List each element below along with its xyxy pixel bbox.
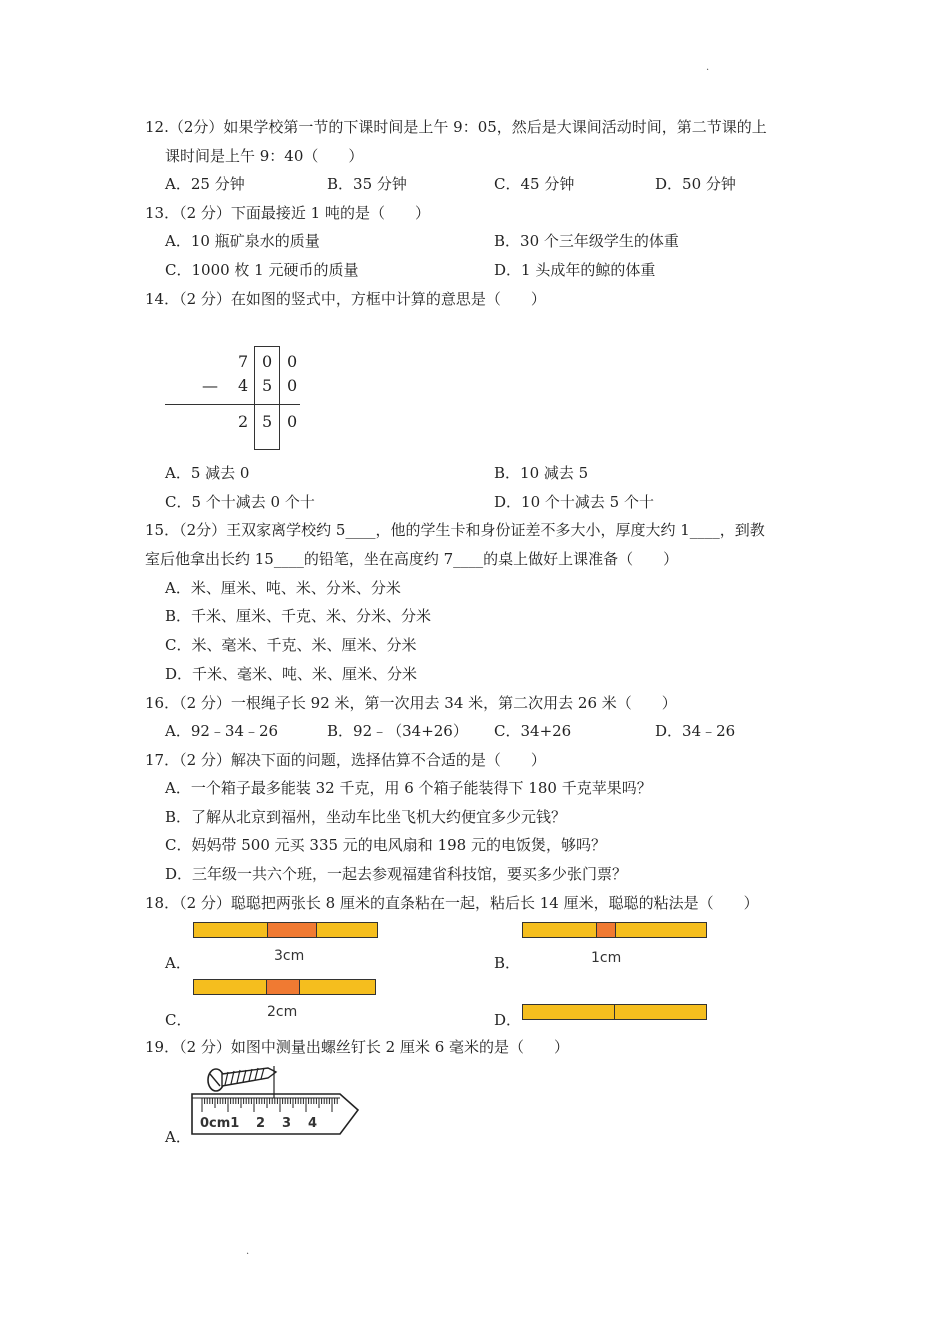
q15-option-c[interactable]: C．米、毫米、千克、米、厘米、分米 — [165, 636, 417, 654]
q17-stem: 17．（2 分）解决下面的问题，选择估算不合适的是（ ） — [145, 751, 546, 769]
ruler-label-0cm1: 0cm1 — [200, 1116, 240, 1131]
q16-option-d[interactable]: D．34﹣26 — [655, 722, 736, 740]
subtrahend-hundreds: 4 — [238, 376, 249, 395]
q14-option-b[interactable]: B．10 减去 5 — [494, 464, 589, 482]
difference-hundreds: 2 — [238, 412, 249, 431]
subtrahend-tens: 5 — [262, 376, 273, 395]
q17-option-a[interactable]: A．一个箱子最多能装 32 千克，用 6 个箱子能装得下 180 千克苹果吗？ — [165, 779, 652, 797]
q15-option-d[interactable]: D．千米、毫米、吨、米、厘米、分米 — [165, 665, 418, 683]
q12-option-c[interactable]: C．45 分钟 — [494, 175, 575, 193]
subtrahend-ones: 0 — [287, 376, 298, 395]
overlap-length-label: 3cm — [274, 948, 305, 964]
q16-option-a[interactable]: A．92﹣34﹣26 — [165, 722, 279, 740]
q17-option-c[interactable]: C．妈妈带 500 元买 335 元的电风扇和 198 元的电饭煲，够吗？ — [165, 836, 606, 854]
minuend-ones: 0 — [287, 352, 298, 371]
overlap-segment — [596, 922, 616, 938]
overlap-segment — [266, 979, 300, 995]
q15-stem-cont: 室后他拿出长约 15____的铅笔，坐在高度约 7____的桌上做好上课准备（ ） — [145, 550, 679, 568]
q18-option-b-label[interactable]: B． — [494, 954, 521, 972]
q15-option-a[interactable]: A．米、厘米、吨、米、分米、分米 — [165, 579, 401, 597]
strip-joint — [614, 1004, 615, 1020]
q13-option-d[interactable]: D．1 头成年的鲸的体重 — [494, 261, 656, 279]
q15-option-b[interactable]: B．千米、厘米、千克、米、分米、分米 — [165, 607, 432, 625]
q12-stem: 12.（2分）如果学校第一节的下课时间是上午 9：05，然后是大课间活动时间，第二节课的上 — [145, 118, 767, 136]
minus-sign: — — [202, 376, 218, 395]
page-bottom-mark: . — [246, 1246, 250, 1257]
q13-stem: 13．（2 分）下面最接近 1 吨的是（ ） — [145, 204, 430, 222]
q18-option-d-label[interactable]: D． — [494, 1011, 522, 1029]
ruler-label-4: 4 — [308, 1116, 318, 1131]
q12-option-d[interactable]: D．50 分钟 — [655, 175, 736, 193]
page-top-mark: . — [706, 62, 710, 73]
q17-option-b[interactable]: B．了解从北京到福州，坐动车比坐飞机大约便宜多少元钱？ — [165, 808, 567, 826]
q16-stem: 16．（2 分）一根绳子长 92 米，第一次用去 34 米，第二次用去 26 米（ ） — [145, 694, 677, 712]
q14-option-d[interactable]: D．10 个十减去 5 个十 — [494, 493, 654, 511]
q16-option-b[interactable]: B．92﹣（34+26） — [327, 722, 468, 740]
overlap-length-label: 1cm — [591, 950, 622, 966]
q18-stem: 18．（2 分）聪聪把两张长 8 厘米的直条粘在一起，粘后长 14 厘米，聪聪的粘法是（ ） — [145, 894, 759, 912]
q13-option-a[interactable]: A．10 瓶矿泉水的质量 — [165, 232, 320, 250]
q12-stem-cont: 课时间是上午 9：40（ ） — [165, 147, 364, 165]
q13-option-b[interactable]: B．30 个三年级学生的体重 — [494, 232, 679, 250]
q19-option-a-figure[interactable] — [190, 1062, 365, 1142]
q15-stem: 15．（2分）王双家离学校约 5____，他的学生卡和身份证差不多大小，厚度大约 1____，到教 — [145, 521, 765, 539]
ruler-label-3: 3 — [282, 1116, 292, 1131]
q16-option-c[interactable]: C．34+26 — [494, 722, 572, 740]
q18-option-c-label[interactable]: C． — [165, 1011, 192, 1029]
q18-option-a-label[interactable]: A． — [165, 954, 191, 972]
q17-option-d[interactable]: D．三年级一共六个班，一起去参观福建省科技馆，要买多少张门票？ — [165, 865, 628, 883]
overlap-length-label: 2cm — [267, 1004, 298, 1020]
q14-stem: 14．（2 分）在如图的竖式中，方框中计算的意思是（ ） — [145, 290, 546, 308]
q14-option-a[interactable]: A．5 减去 0 — [165, 464, 250, 482]
difference-tens: 5 — [262, 412, 273, 431]
minuend-tens: 0 — [262, 352, 273, 371]
tens-column-box — [254, 346, 280, 450]
q19-stem: 19．（2 分）如图中测量出螺丝钉长 2 厘米 6 毫米的是（ ） — [145, 1038, 570, 1056]
q13-option-c[interactable]: C．1000 枚 1 元硬币的质量 — [165, 261, 359, 279]
q19-option-a-label[interactable]: A． — [165, 1128, 191, 1146]
q12-option-b[interactable]: B．35 分钟 — [327, 175, 407, 193]
ruler-label-2: 2 — [256, 1116, 266, 1131]
q14-option-c[interactable]: C．5 个十减去 0 个十 — [165, 493, 315, 511]
minuend-hundreds: 7 — [238, 352, 249, 371]
q12-option-a[interactable]: A．25 分钟 — [165, 175, 245, 193]
overlap-segment — [267, 922, 317, 938]
difference-ones: 0 — [287, 412, 298, 431]
